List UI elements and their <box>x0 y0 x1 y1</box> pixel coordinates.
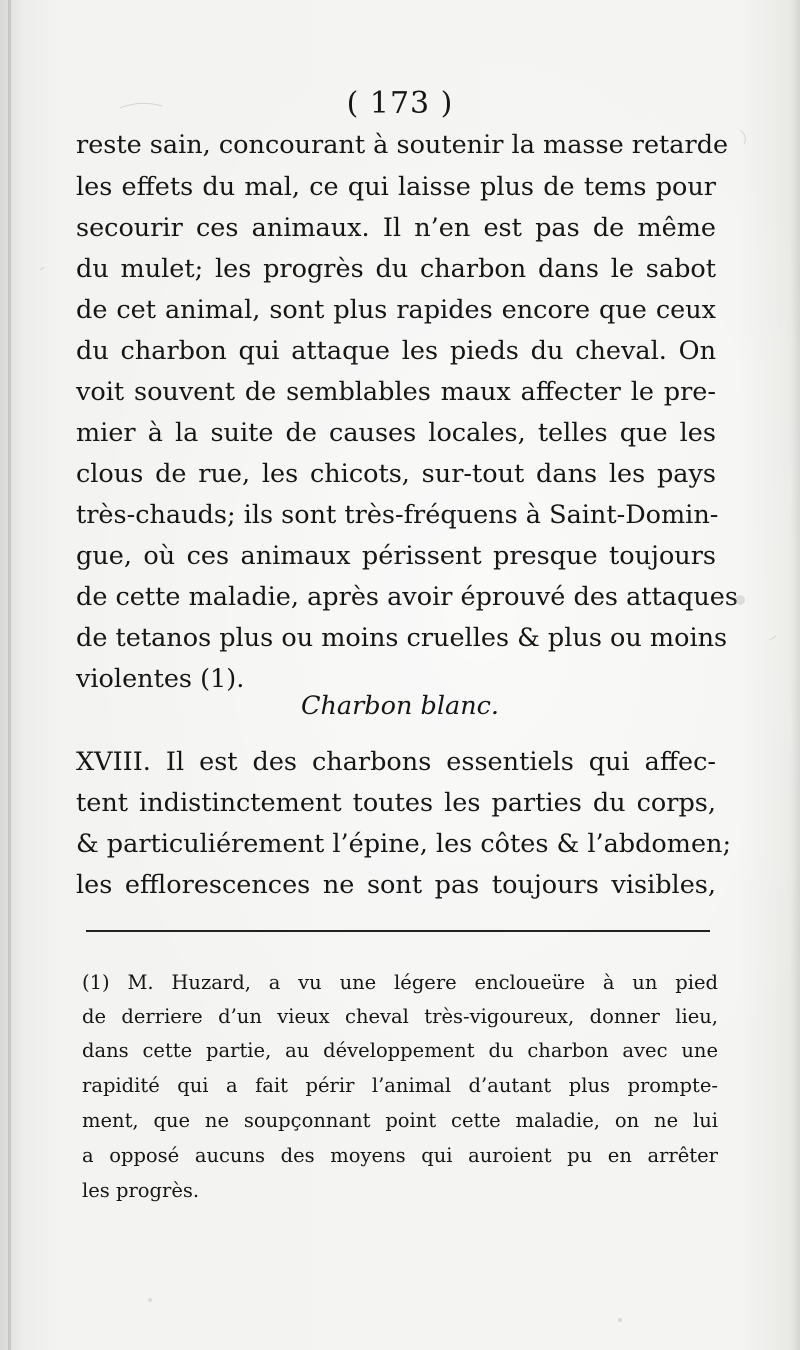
body-line: les effets du mal, ce qui laisse plus de tems pour <box>76 172 716 202</box>
body-line: reste sain, concourant à soutenir la masse retarde <box>76 130 729 160</box>
body-line: du charbon qui attaque les pieds du cheval. On <box>76 336 716 366</box>
body-line: secourir ces animaux. Il n’en est pas de même <box>76 213 716 243</box>
footnote-line: les progrès. <box>82 1179 200 1202</box>
section-line: XVIII. Il est des charbons essentiels qui affec- <box>76 747 716 777</box>
body-line: clous de rue, les chicots, sur-tout dans les pays <box>76 459 716 489</box>
footnote-line: a opposé aucuns des moyens qui auroient pu en arrêter <box>82 1144 718 1167</box>
body-line: de tetanos plus ou moins cruelles & plus ou moins <box>76 623 728 653</box>
footnote-line: de derriere d’un vieux cheval très-vigoureux, donner lieu, <box>82 1005 718 1028</box>
footnote-line: rapidité qui a fait périr l’animal d’autant plus prompte- <box>82 1074 718 1097</box>
body-line: très-chauds; ils sont très-fréquens à Saint-Domin- <box>76 500 719 530</box>
body-line: voit souvent de semblables maux affecter le pre- <box>76 377 716 407</box>
footnote-line: (1) M. Huzard, a vu une légere encloueüre à un pied <box>82 971 718 994</box>
footnote-line: dans cette partie, au développement du charbon avec une <box>82 1039 718 1062</box>
footnote-line: ment, que ne soupçonnant point cette maladie, on ne lui <box>82 1109 718 1132</box>
body-line: mier à la suite de causes locales, telles que les <box>76 418 716 448</box>
body-line: du mulet; les progrès du charbon dans le sabot <box>76 254 716 284</box>
section-heading: Charbon blanc. <box>300 691 500 721</box>
body-line: de cette maladie, après avoir éprouvé des attaques <box>76 582 738 612</box>
body-line: de cet animal, sont plus rapides encore que ceux <box>76 295 716 325</box>
section-line: les efflorescences ne sont pas toujours visibles, <box>76 870 716 900</box>
section-line: & particuliérement l’épine, les côtes & l’abdomen; <box>76 829 732 859</box>
footnote-rule <box>86 930 710 932</box>
page-number: ( 173 ) <box>346 86 454 121</box>
body-line: gue, où ces animaux périssent presque toujours <box>76 541 716 571</box>
section-line: tent indistinctement toutes les parties du corps, <box>76 788 716 818</box>
body-line: violentes (1). <box>76 664 245 694</box>
